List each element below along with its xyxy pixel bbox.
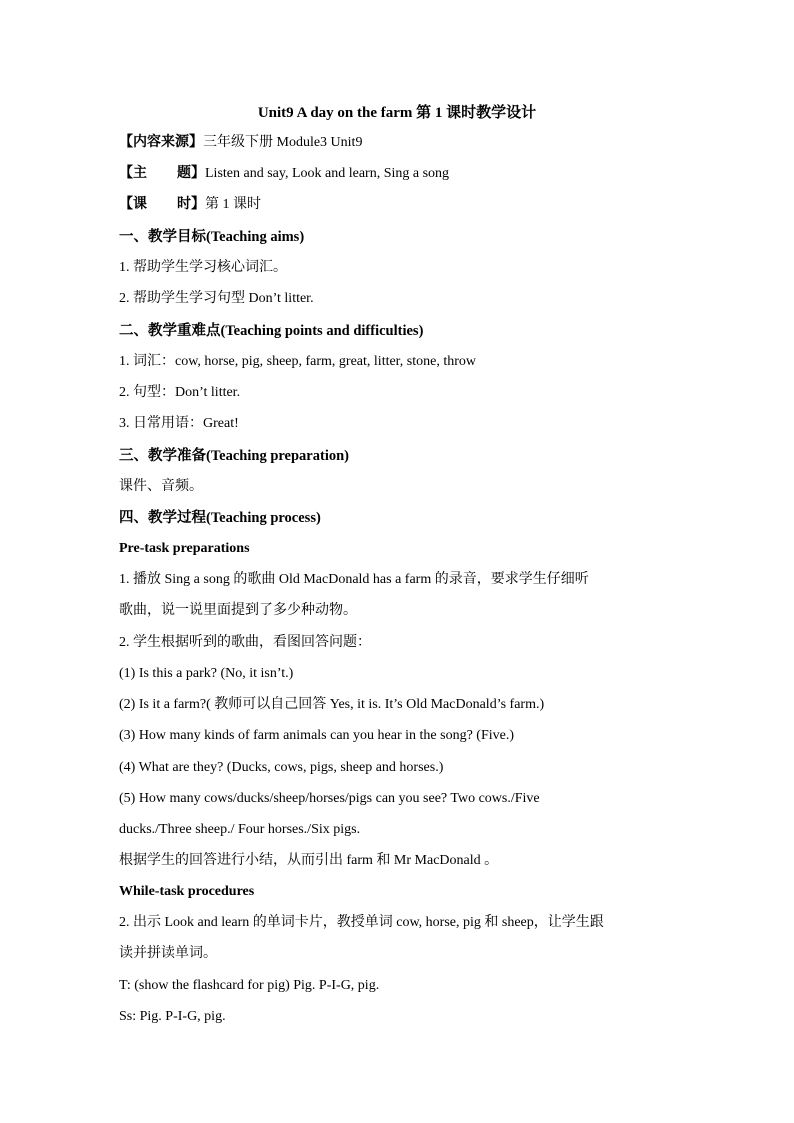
topic-value: Listen and say, Look and learn, Sing a song <box>205 166 450 181</box>
summary-line: 根据学生的回答进行小结，从而引出 farm 和 Mr MacDonald 。 <box>119 853 499 868</box>
whiletask-item-2-line-2: 读并拼读单词。 <box>119 946 217 961</box>
question-3: (3) How many kinds of farm animals can you hear in the song? (Five.) <box>119 728 515 743</box>
source-label: 【内容来源】 <box>119 135 203 150</box>
document-title: Unit9 A day on the farm 第 1 课时教学设计 <box>257 105 537 121</box>
source-value: 三年级下册 Module3 Unit9 <box>203 135 363 150</box>
topic-line <box>119 163 449 185</box>
period-label-end: 时】 <box>177 197 205 212</box>
prep-item-1: 课件、音频。 <box>119 479 203 494</box>
prep-heading: 三、教学准备(Teaching preparation) <box>119 448 349 464</box>
question-2: (2) Is it a farm?( 教师可以自己回答 Yes, it is. It’s Old MacDonald’s farm.) <box>119 697 545 712</box>
points-item-2: 2. 句型：Don’t litter. <box>119 385 241 400</box>
whiletask-heading: While-task procedures <box>119 884 255 899</box>
question-1: (1) Is this a park? (No, it isn’t.) <box>119 666 294 681</box>
aims-item-1: 1. 帮助学生学习核心词汇。 <box>119 260 287 275</box>
points-item-3: 3. 日常用语：Great! <box>119 416 239 431</box>
period-value: 第 1 课时 <box>205 197 261 212</box>
topic-label-start: 【主 <box>119 166 147 181</box>
pretask-item-1-line-1: 1. 播放 Sing a song 的歌曲 Old MacDonald has a farm 的录音，要求学生仔细听 <box>119 572 589 587</box>
process-heading: 四、教学过程(Teaching process) <box>119 510 321 526</box>
aims-heading: 一、教学目标(Teaching aims) <box>119 229 305 245</box>
teacher-line: T: (show the flashcard for pig) Pig. P-I-G, pig. <box>119 978 380 993</box>
pretask-heading: Pre-task preparations <box>119 541 250 556</box>
students-line: Ss: Pig. P-I-G, pig. <box>119 1009 226 1024</box>
whiletask-item-2-line-1: 2. 出示 Look and learn 的单词卡片，教授单词 cow, horse, pig 和 sheep，让学生跟 <box>119 915 604 930</box>
points-item-1: 1. 词汇：cow, horse, pig, sheep, farm, great, litter, stone, throw <box>119 354 476 369</box>
topic-label-end: 题】 <box>177 166 205 181</box>
pretask-item-2: 2. 学生根据听到的歌曲，看图回答问题： <box>119 635 371 650</box>
period-line <box>119 194 261 216</box>
question-5-line-2: ducks./Three sheep./ Four horses./Six pigs. <box>119 822 361 837</box>
points-heading: 二、教学重难点(Teaching points and difficulties) <box>119 323 424 339</box>
question-4: (4) What are they? (Ducks, cows, pigs, sheep and horses.) <box>119 760 444 775</box>
period-label-start: 【课 <box>119 197 147 212</box>
source-line <box>119 132 362 154</box>
question-5-line-1: (5) How many cows/ducks/sheep/horses/pigs can you see? Two cows./Five <box>119 791 540 806</box>
aims-item-2: 2. 帮助学生学习句型 Don’t litter. <box>119 291 314 306</box>
pretask-item-1-line-2: 歌曲，说一说里面提到了多少种动物。 <box>119 603 357 618</box>
